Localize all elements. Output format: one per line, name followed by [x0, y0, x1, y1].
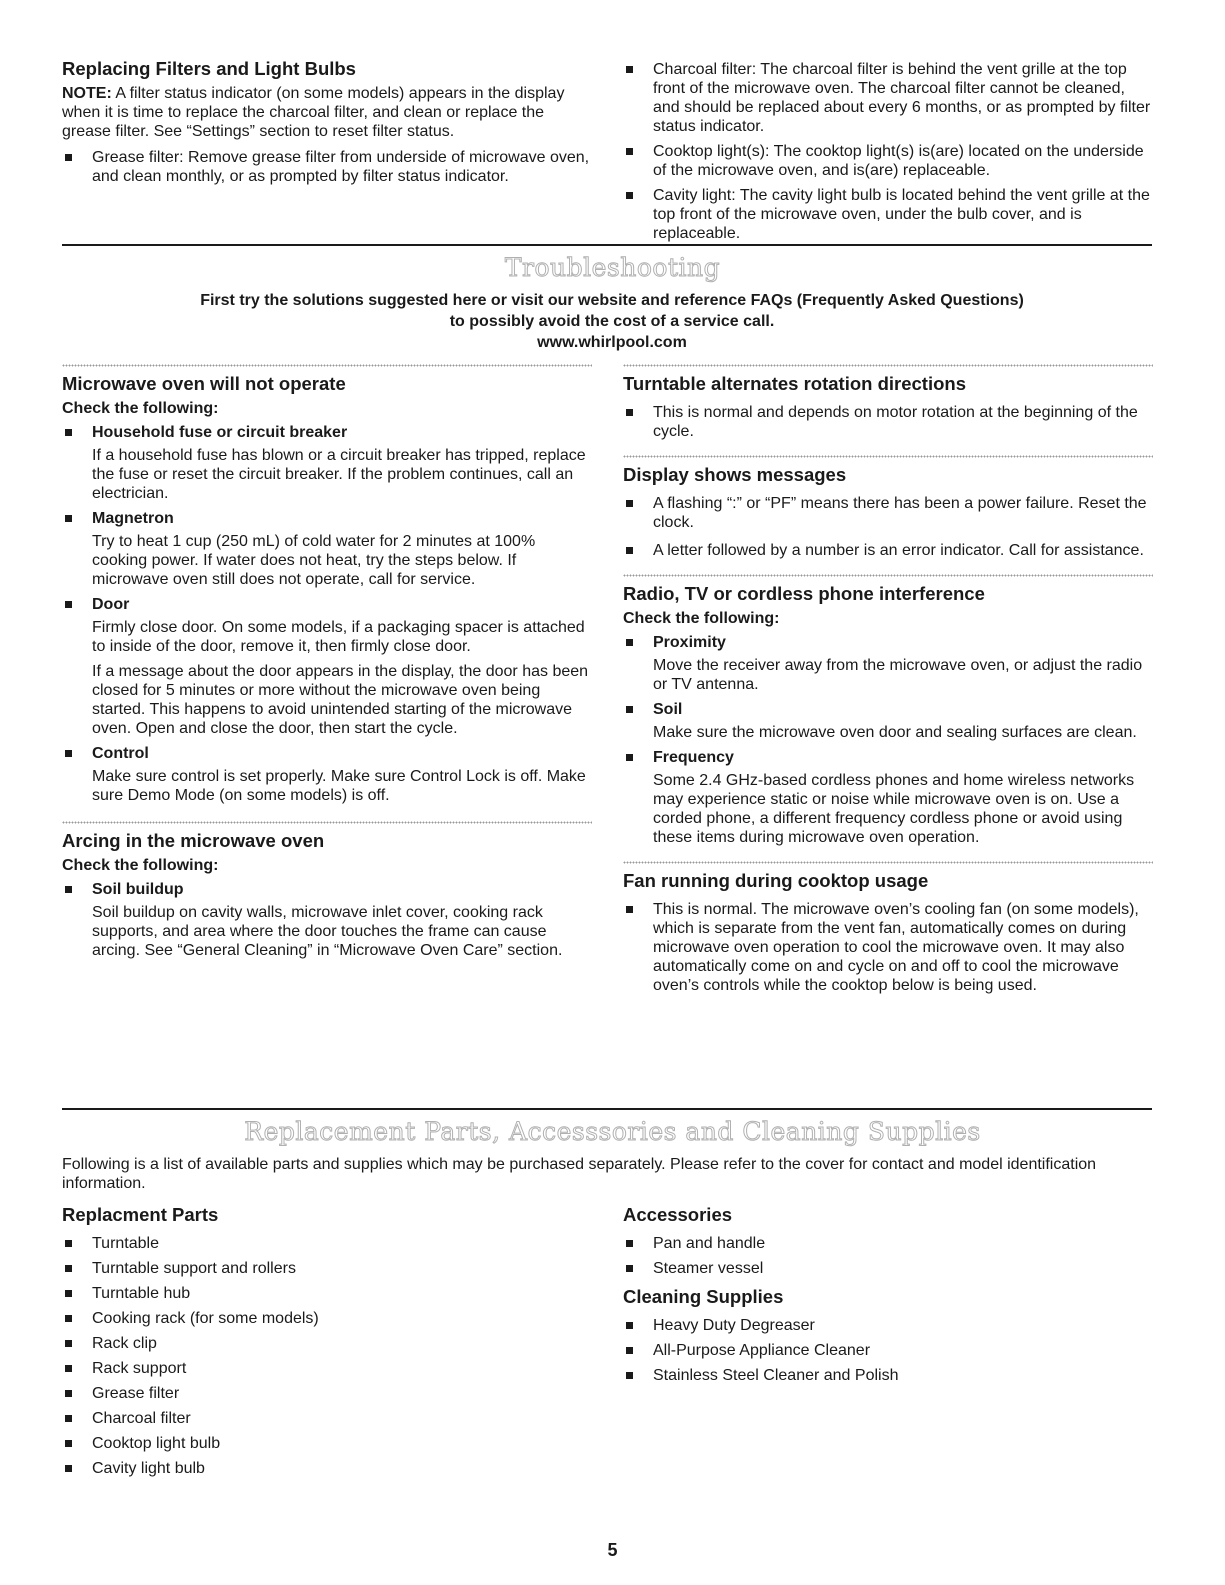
- list-item: Cooking rack (for some models): [62, 1309, 592, 1328]
- list-item: This is normal and depends on motor rotation at the beginning of the cycle.: [623, 403, 1153, 441]
- cause-heading: Control: [92, 745, 149, 762]
- filters-list-right: [623, 60, 1153, 243]
- cause-list: [623, 748, 1153, 767]
- replacement-parts-list: [62, 1234, 592, 1478]
- cause-list: [62, 880, 592, 899]
- section-fan: [623, 870, 1153, 995]
- cause-list: [62, 744, 592, 763]
- filters-note: [62, 84, 597, 141]
- list-item: Turntable: [62, 1234, 592, 1253]
- info-list: [623, 494, 1153, 560]
- cause-list: [623, 700, 1153, 719]
- list-item: Grease filter: Remove grease filter from underside of microwave oven, and clean monthly, or as prompted by filter status indicator.: [62, 148, 597, 186]
- section-not-operate: [62, 373, 592, 805]
- section-title: Display shows messages: [623, 464, 847, 485]
- intro-line-1: First try the solutions suggested here or visit our website and reference FAQs (Frequently Asked Questions): [200, 292, 1024, 309]
- section-title: Microwave oven will not operate: [62, 373, 346, 394]
- section-title: Radio, TV or cordless phone interference: [623, 583, 985, 604]
- section-title: Fan running during cooktop usage: [623, 870, 929, 891]
- cause-heading: Magnetron: [92, 510, 174, 527]
- cause-text: Firmly close door. On some models, if a packaging spacer is attached to inside of the door, remove it, then firmly close door.: [92, 619, 585, 655]
- cause-text: Make sure the microwave oven door and sealing surfaces are clean.: [653, 724, 1137, 741]
- list-item: [623, 700, 1153, 719]
- list-item: Rack support: [62, 1359, 592, 1378]
- divider: [62, 244, 1152, 246]
- cause-heading: Frequency: [653, 749, 734, 766]
- page-number: 5: [607, 1540, 618, 1560]
- troubleshooting-left-column: [62, 364, 592, 970]
- divider: [62, 1108, 1152, 1110]
- accessories-title: Accessories: [623, 1204, 733, 1225]
- troubleshooting-right-column: [623, 364, 1153, 1005]
- cause-heading: Soil: [653, 701, 683, 718]
- list-item: Charcoal filter: The charcoal filter is behind the vent grille at the top front of the microwave oven. The charcoal filter cannot be cleaned, and should be replaced about every 6 months, or as prompted by filter status indicator.: [623, 60, 1153, 136]
- cause-heading: Household fuse or circuit breaker: [92, 424, 348, 441]
- parts-intro: Following is a list of available parts and supplies which may be purchased separately. Please refer to the cover for contact and model identification information.: [62, 1156, 1097, 1192]
- list-item: [623, 633, 1153, 652]
- filters-list-left: [62, 148, 597, 186]
- cause-heading: Proximity: [653, 634, 726, 651]
- section-title: Turntable alternates rotation directions: [623, 373, 966, 394]
- parts-right-column: [623, 1204, 1153, 1391]
- cause-text: Soil buildup on cavity walls, microwave inlet cover, cooking rack supports, and area where the door touches the frame can cause arcing. See “General Cleaning” in “Microwave Oven Care” section.: [92, 904, 563, 959]
- cleaning-supplies-title: Cleaning Supplies: [623, 1286, 784, 1307]
- list-item: Stainless Steel Cleaner and Polish: [623, 1366, 1153, 1385]
- cause-heading: Door: [92, 596, 130, 613]
- dotted-rule: [623, 455, 1153, 458]
- section-turntable: [623, 373, 1153, 441]
- list-item: Pan and handle: [623, 1234, 1153, 1253]
- list-item: This is normal. The microwave oven’s cooling fan (on some models), which is separate from the vent fan, automatically comes on during microwave oven operation to cool the microwave oven. It may also automatically come on and cycle on and off to cool the microwave oven’s controls while the cooktop below is being used.: [623, 900, 1153, 995]
- list-item: [62, 595, 592, 614]
- list-item: Heavy Duty Degreaser: [623, 1316, 1153, 1335]
- info-list: [623, 900, 1153, 995]
- list-item: Rack clip: [62, 1334, 592, 1353]
- section-title: Arcing in the microwave oven: [62, 830, 325, 851]
- list-item: All-Purpose Appliance Cleaner: [623, 1341, 1153, 1360]
- filters-right-column: [623, 60, 1153, 243]
- check-label: Check the following:: [62, 400, 219, 417]
- cause-text: Some 2.4 GHz-based cordless phones and home wireless networks may experience static or noise while microwave oven is on. Use a corded phone, a different frequency cordless phone or avoid using these items during microwave oven operation.: [653, 772, 1135, 846]
- note-label: NOTE:: [62, 85, 112, 102]
- intro-line-2: to possibly avoid the cost of a service call.: [449, 313, 775, 330]
- dotted-rule: [623, 364, 1153, 367]
- cause-text: Move the receiver away from the microwave oven, or adjust the radio or TV antenna.: [653, 657, 1143, 693]
- section-arcing: [62, 830, 592, 960]
- cause-text: If a message about the door appears in the display, the door has been closed for 5 minutes or more without the microwave oven being started. This happens to avoid unintended starting of the microwave oven. Open and close the door, then start the cycle.: [92, 663, 589, 737]
- cause-list: [62, 509, 592, 528]
- section-display: [623, 464, 1153, 560]
- filters-left-column: [62, 58, 597, 186]
- cause-heading: Soil buildup: [92, 881, 184, 898]
- list-item: Charcoal filter: [62, 1409, 592, 1428]
- troubleshooting-intro: [62, 290, 1162, 353]
- cause-list: [623, 633, 1153, 652]
- cause-text: Make sure control is set properly. Make sure Control Lock is off. Make sure Demo Mode (on some models) is off.: [92, 768, 586, 804]
- check-label: Check the following:: [623, 610, 780, 627]
- website-link[interactable]: www.whirlpool.com: [537, 334, 687, 351]
- parts-left-column: [62, 1204, 592, 1484]
- list-item: Turntable support and rollers: [62, 1259, 592, 1278]
- list-item: [62, 509, 592, 528]
- cause-list: [62, 423, 592, 442]
- list-item: A letter followed by a number is an error indicator. Call for assistance.: [623, 541, 1153, 560]
- cause-list: [62, 595, 592, 614]
- parts-banner: Replacement Parts, Accesssories and Cleaning Supplies: [244, 1117, 981, 1146]
- cause-text: Try to heat 1 cup (250 mL) of cold water for 2 minutes at 100% cooking power. If water does not heat, try the steps below. If microwave oven still does not operate, call for service.: [92, 533, 536, 588]
- list-item: A flashing “:” or “PF” means there has been a power failure. Reset the clock.: [623, 494, 1153, 532]
- list-item: Cavity light bulb: [62, 1459, 592, 1478]
- dotted-rule: [62, 364, 592, 367]
- dotted-rule: [62, 821, 592, 824]
- troubleshooting-banner: Troubleshooting: [504, 253, 721, 282]
- list-item: Turntable hub: [62, 1284, 592, 1303]
- info-list: [623, 403, 1153, 441]
- filters-title: Replacing Filters and Light Bulbs: [62, 58, 356, 79]
- cause-text: If a household fuse has blown or a circuit breaker has tripped, replace the fuse or reset the circuit breaker. If the problem continues, call an electrician.: [92, 447, 586, 502]
- check-label: Check the following:: [62, 857, 219, 874]
- list-item: Cavity light: The cavity light bulb is located behind the vent grille at the top front of the microwave oven, under the bulb cover, and is replaceable.: [623, 186, 1153, 243]
- section-radio: [623, 583, 1153, 847]
- cleaning-supplies-list: [623, 1316, 1153, 1385]
- dotted-rule: [623, 574, 1153, 577]
- replacement-parts-title: Replacment Parts: [62, 1204, 219, 1225]
- accessories-list: [623, 1234, 1153, 1278]
- dotted-rule: [623, 861, 1153, 864]
- list-item: [62, 880, 592, 899]
- list-item: [623, 748, 1153, 767]
- list-item: Cooktop light bulb: [62, 1434, 592, 1453]
- note-text: A filter status indicator (on some models) appears in the display when it is time to replace the charcoal filter, and clean or replace the grease filter. See “Settings” section to reset filter status.: [62, 85, 565, 140]
- list-item: [62, 744, 592, 763]
- list-item: Steamer vessel: [623, 1259, 1153, 1278]
- list-item: [62, 423, 592, 442]
- list-item: Cooktop light(s): The cooktop light(s) is(are) located on the underside of the microwave oven, and is(are) replaceable.: [623, 142, 1153, 180]
- list-item: Grease filter: [62, 1384, 592, 1403]
